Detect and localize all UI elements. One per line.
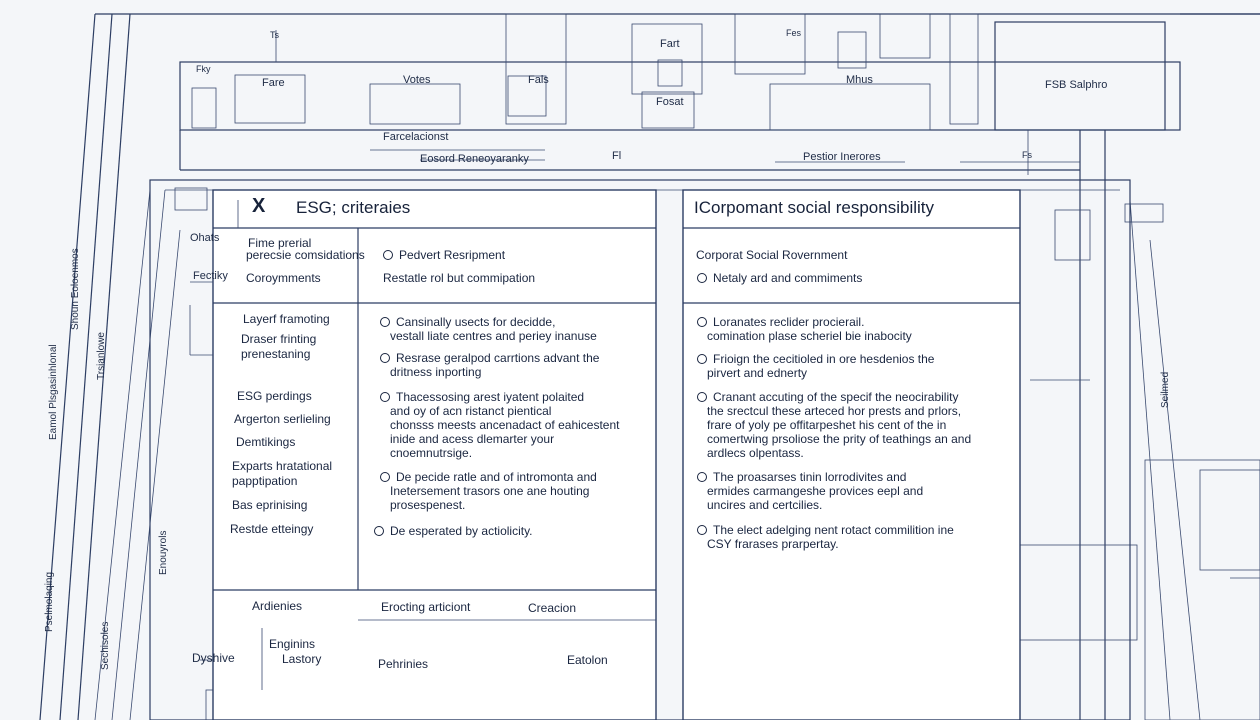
esg-row-label: prenestaning	[241, 347, 311, 361]
csr-panel-title: ICorpomant social responsibility	[694, 198, 934, 217]
label-fals: Fals	[528, 74, 549, 86]
esg-item: Thacessosing arest iyatent polaited and oy of acn ristanct pientical chonsss meests ancenadact of eahicestent inide and acess dlemarter your cnoemnutrsige.	[380, 390, 650, 460]
label-fart: Fart	[660, 38, 680, 50]
label-left-vert-3: Trsianlowe	[96, 332, 107, 380]
label-left-vert-1: Eamol Plsgasinhlonal	[48, 344, 59, 440]
label-mhus: Mhus	[846, 74, 873, 86]
bullet-icon	[697, 317, 707, 327]
x-logo-icon: X	[252, 195, 266, 217]
esg-bottom-label: Creacion	[528, 601, 577, 615]
bullet-icon	[697, 525, 707, 535]
esg-row-label: Exparts hratational	[232, 459, 333, 473]
csr-subheader-2: Netaly ard and commiments	[697, 271, 862, 286]
label-fectiky: Fectiky	[193, 270, 228, 282]
bullet-icon	[697, 273, 707, 283]
csr-item: The elect adelging nent rotact commilition ine CSY frarases prarpertay.	[697, 523, 997, 551]
esg-bottom-label: Enginins	[269, 637, 316, 651]
label-pestior: Pestior Inerores	[803, 151, 881, 163]
esg-col-b-header-2: Restatle rol but commipation	[383, 271, 536, 285]
esg-bottom-label: Pehrinies	[378, 657, 429, 671]
esg-col-a-header-2: perecsie comsidations	[246, 248, 365, 262]
label-fes: Fes	[786, 28, 802, 38]
csr-item: Cranant accuting of the specif the neocirability the srectcul these arteced hor prests and prlors, frare of yoly pe offitarpeshet his cent of the in comertwing prsoliose the prity of teathings an and ardlecs olpentass.	[697, 390, 997, 460]
esg-row-label: Draser frinting	[241, 332, 317, 346]
label-fsb-salphro: FSB Salphro	[1045, 79, 1108, 91]
bullet-icon	[697, 392, 707, 402]
bullet-icon	[380, 353, 390, 363]
bullet-icon	[383, 250, 393, 260]
label-left-vert-2: Shoun Eoloenmos	[70, 248, 81, 330]
label-fl: Fl	[612, 150, 622, 162]
esg-bottom-label: Erocting articiont	[381, 600, 471, 614]
label-left-vert-5: Sechisoles	[100, 621, 111, 670]
bullet-icon	[380, 472, 390, 482]
csr-item: The proasarses tinin lorrodivites and ermides carmangeshe provices eepl and uncires and certcilies.	[697, 470, 997, 512]
esg-col-b-header-1: Pedvert Resripment	[383, 248, 505, 263]
label-fare: Fare	[262, 77, 285, 89]
esg-row-label: Layerf framoting	[243, 312, 330, 326]
label-right-vert-1: Seilmed	[1160, 371, 1171, 408]
bullet-icon	[380, 317, 390, 327]
esg-row-label: Demtikings	[236, 435, 296, 449]
label-esoord: Eosord Reneoyaranky	[420, 153, 529, 165]
csr-subheader-1: Corporat Social Rovernment	[696, 248, 848, 262]
label-fs: Fs	[1022, 150, 1032, 160]
bullet-icon	[697, 354, 707, 364]
esg-item: De pecide ratle and of intromonta and Inetersement trasors one ane houting prosespenest.	[380, 470, 650, 512]
csr-item: Loranates reclider procierail. comination plase scheriel bie inabocity	[697, 315, 997, 343]
label-fosat: Fosat	[656, 96, 684, 108]
esg-col-a-header-1: Fime prerial	[248, 236, 312, 250]
label-dyshive: Dyshive	[192, 651, 235, 665]
esg-bottom-label: Ardienies	[252, 599, 303, 613]
esg-col-a-header-3: Coroymments	[246, 271, 321, 285]
bullet-icon	[374, 526, 384, 536]
label-left-vert-4: Pselmolaqing	[44, 571, 55, 632]
label-ohats: Ohats	[190, 232, 220, 244]
esg-row-label: Bas eprinising	[232, 498, 308, 512]
label-left-vert-6: Enouyrols	[158, 530, 169, 575]
csr-item: Frioign the cecitioled in ore hesdenios the pirvert and ednerty	[697, 352, 997, 380]
esg-row-label: Restde etteingy	[230, 522, 314, 536]
bullet-icon	[697, 472, 707, 482]
label-farcelacion: Farcelacionst	[383, 131, 449, 143]
esg-row-label: papptipation	[232, 474, 298, 488]
esg-item: Cansinally usects for decidde, vestall liate centres and periey inanuse	[380, 315, 650, 343]
esg-row-label: Argerton serlieling	[234, 412, 331, 426]
esg-row-label: ESG perdings	[237, 389, 312, 403]
label-ts: Ts	[270, 30, 279, 40]
esg-bottom-label: Lastory	[282, 652, 322, 666]
bullet-icon	[380, 392, 390, 402]
esg-item: Resrase geralpod carrtions advant the dritness inporting	[380, 351, 650, 379]
esg-panel-title: ESG; criteraies	[296, 198, 411, 217]
esg-bottom-label: Eatolon	[567, 653, 608, 667]
label-votes: Votes	[403, 74, 431, 86]
esg-item: De esperated by actiolicity.	[374, 524, 644, 538]
label-fky: Fky	[196, 64, 211, 74]
